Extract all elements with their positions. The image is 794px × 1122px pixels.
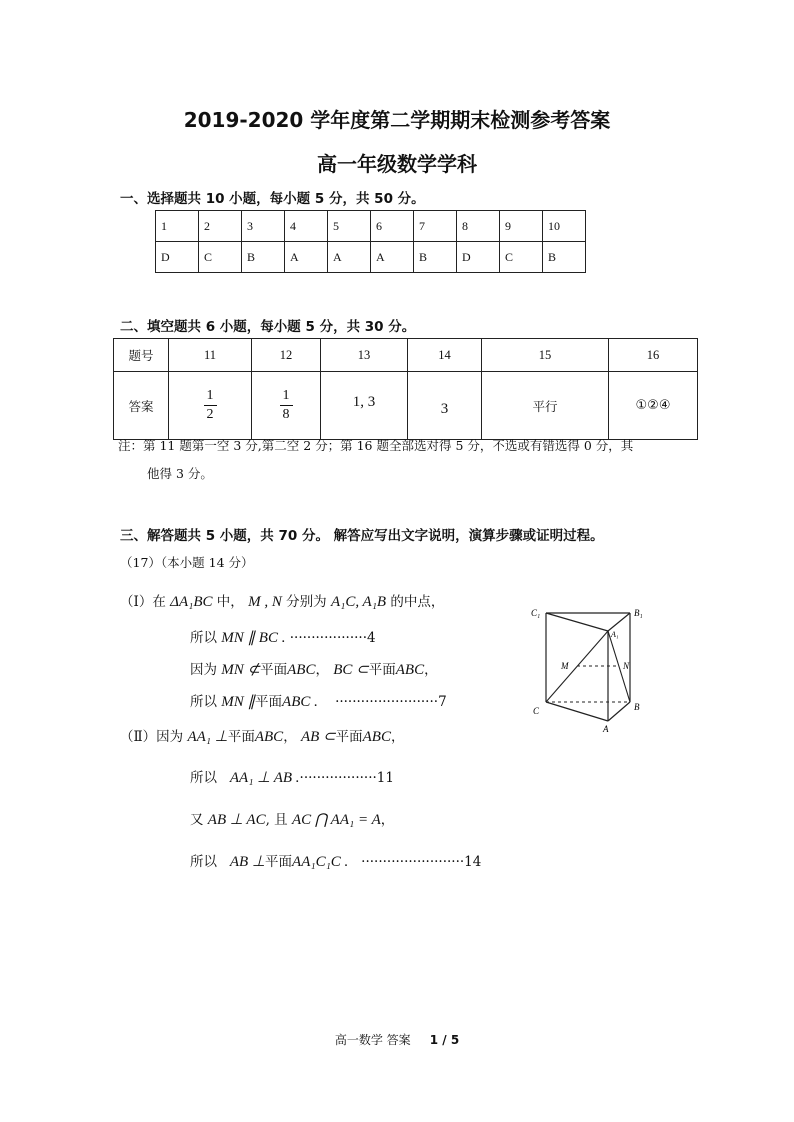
choice-answer-table — [155, 210, 586, 273]
table-cell: 8 — [457, 211, 500, 242]
label-M: M — [561, 661, 569, 671]
question17-label: （17）（本小题 14 分） — [120, 555, 254, 570]
math: ABC — [395, 662, 425, 678]
table-cell: 13 — [321, 339, 408, 372]
label-B1: B₁ — [634, 608, 643, 618]
table-cell: 11 — [169, 339, 252, 372]
table-cell: B — [414, 242, 457, 273]
fraction-numerator: 1 — [280, 387, 293, 406]
table-cell: 1 — [156, 211, 199, 242]
table-cell: 1, 3 — [321, 372, 408, 440]
text: 分别为 — [286, 594, 327, 610]
math: ABC . — [282, 694, 318, 710]
math: AA₁ ⊥ AB . — [229, 770, 300, 786]
table-cell: C — [500, 242, 543, 273]
edge-C1A1 — [546, 613, 608, 631]
table-cell: 3 — [242, 211, 285, 242]
label-A1: A₁ — [611, 630, 619, 639]
fraction-numerator: 1 — [204, 387, 217, 406]
score-dots: ························ — [335, 694, 439, 710]
text: 所以 — [190, 770, 217, 786]
math: AB ⊥ AC — [207, 812, 266, 828]
math: AA₁C₁C . — [292, 854, 349, 870]
score-dots: ························ — [361, 854, 465, 870]
table-cell: 题号 — [114, 339, 169, 372]
table-cell: ①②④ — [609, 372, 698, 440]
fill-answer-table — [113, 338, 698, 440]
page-number: 1 / 5 — [429, 1033, 460, 1047]
label-C: C — [533, 706, 540, 716]
math: MN ∥ — [221, 694, 256, 710]
text: ， — [380, 812, 395, 828]
score: 4 — [367, 630, 376, 646]
proof-step-6 — [190, 850, 481, 871]
section2-heading: 二、填空题共 6 小题，每小题 5 分，共 30 分。 — [120, 319, 416, 335]
label-N: N — [623, 661, 630, 671]
table-cell: A — [328, 242, 371, 273]
table-cell — [252, 372, 321, 440]
document-title: 2019-2020 学年度第二学期期末检测参考答案 — [183, 108, 611, 132]
score: 11 — [376, 770, 394, 786]
table-cell: 9 — [500, 211, 543, 242]
score: 14 — [464, 854, 482, 870]
text: ， — [424, 662, 438, 678]
text: 平面 — [335, 729, 363, 745]
math: AB ⊥ — [229, 854, 266, 870]
table-cell: 6 — [371, 211, 414, 242]
math: ABC — [254, 729, 284, 745]
edge-CA — [546, 702, 608, 721]
table-cell: 3 — [408, 372, 482, 440]
text: 平面 — [368, 662, 396, 678]
table-cell: 12 — [252, 339, 321, 372]
text: 所以 — [190, 694, 217, 710]
table-cell: D — [457, 242, 500, 273]
table-cell — [169, 372, 252, 440]
table-cell: 16 — [609, 339, 698, 372]
text: 的中点， — [390, 594, 445, 610]
table-cell: B — [543, 242, 586, 273]
text: 平面 — [255, 694, 283, 710]
table-cell: 10 — [543, 211, 586, 242]
score-dots: ·················· — [289, 630, 368, 646]
text: ， — [390, 729, 405, 745]
section3-heading: 三、解答题共 5 小题，共 70 分。 解答应写出文字说明，演算步骤或证明过程。 — [120, 528, 604, 544]
proof-step-2 — [190, 658, 438, 679]
table-cell: 2 — [199, 211, 242, 242]
text: 因为 — [190, 662, 217, 678]
choice-answer-row — [156, 242, 586, 273]
table-cell: 14 — [408, 339, 482, 372]
section1-heading: 一、选择题共 10 小题，每小题 5 分，共 50 分。 — [120, 191, 425, 207]
table-cell: 4 — [285, 211, 328, 242]
label-A: A — [603, 724, 609, 734]
footer-text: 高一数学 答案 — [334, 1033, 411, 1047]
math: ABC — [287, 662, 316, 678]
fraction-denominator: 2 — [206, 407, 214, 422]
text: （Ⅱ）因为 — [120, 729, 184, 745]
table-cell: B — [242, 242, 285, 273]
proof-step-4 — [190, 766, 394, 787]
table-cell: 15 — [482, 339, 609, 372]
math: AA₁ ⊥ — [187, 729, 228, 745]
table-cell: 5 — [328, 211, 371, 242]
edge-B1A1 — [608, 613, 630, 631]
math: AB ⊂ — [300, 729, 336, 745]
text: 所以 — [190, 630, 217, 646]
text: 中， — [216, 594, 244, 610]
fill-answer-row — [114, 372, 698, 440]
page-footer — [0, 1031, 794, 1048]
proof-step-1 — [190, 626, 376, 647]
table-cell: 答案 — [114, 372, 169, 440]
label-C1: C₁ — [531, 608, 541, 618]
math: A₁C, A₁B — [330, 594, 387, 610]
text: , 且 — [265, 812, 288, 828]
table-cell: 7 — [414, 211, 457, 242]
proof-step-5 — [190, 808, 394, 829]
edge-BA — [608, 702, 630, 721]
text: 平面 — [260, 662, 288, 678]
text: 平面 — [227, 729, 255, 745]
math: BC ⊂ — [333, 662, 369, 678]
text: 又 — [190, 812, 204, 828]
fraction-denominator: 8 — [282, 407, 290, 422]
score-dots: ·················· — [299, 770, 377, 786]
part1-statement — [120, 590, 444, 611]
table-cell: D — [156, 242, 199, 273]
choice-number-row — [156, 211, 586, 242]
math: ΔA₁BC — [170, 594, 213, 610]
math: MN ⊄ — [221, 662, 261, 678]
fill-number-row — [114, 339, 698, 372]
table-cell: A — [371, 242, 414, 273]
text: （Ⅰ）在 — [120, 594, 166, 610]
proof-step-3 — [190, 690, 447, 711]
text: 所以 — [190, 854, 217, 870]
scoring-note-line2: 他得 3 分。 — [147, 466, 213, 481]
document-subtitle: 高一年级数学学科 — [317, 152, 477, 176]
scoring-note-line1: 注：第 11 题第一空 3 分,第二空 2 分；第 16 题全部选对得 5 分，不选或有错选得 0 分，其 — [118, 438, 634, 453]
table-cell: 平行 — [482, 372, 609, 440]
score: 7 — [438, 694, 447, 710]
text: 平面 — [265, 854, 293, 870]
text: ， — [315, 662, 329, 678]
fraction — [280, 387, 293, 424]
math: MN ∥ BC . — [221, 630, 286, 646]
math: AC ⋂ AA₁ = A — [291, 812, 381, 828]
label-B: B — [634, 702, 640, 712]
table-cell: C — [199, 242, 242, 273]
part2-statement — [120, 725, 404, 746]
math: ABC — [362, 729, 391, 745]
text: ， — [283, 729, 297, 745]
prism-figure — [528, 604, 653, 734]
table-cell: A — [285, 242, 328, 273]
fraction — [204, 387, 217, 424]
math: M , N — [248, 594, 282, 610]
